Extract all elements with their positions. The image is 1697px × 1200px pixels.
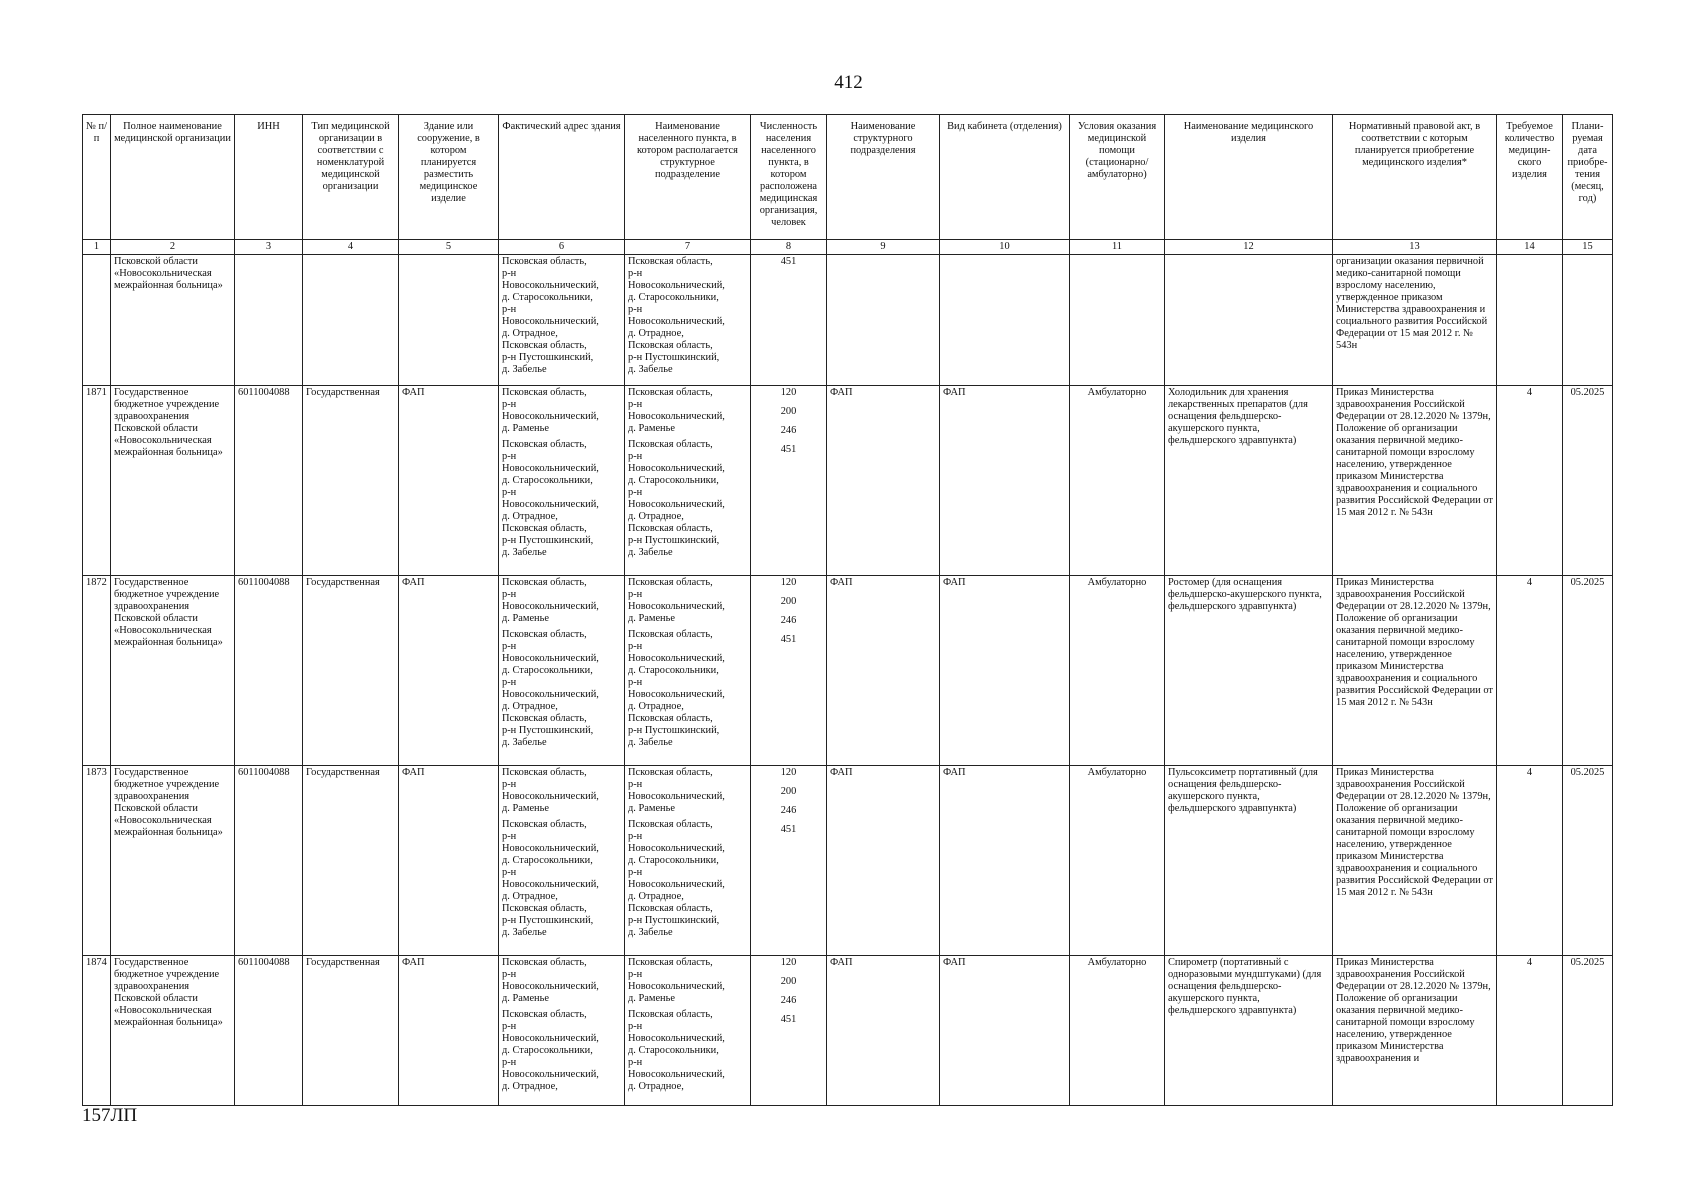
cell-inn: 6011004088 — [235, 956, 303, 1106]
settlement-block: Псковская область, р-н Новосокольнический, д. Старосокольники, р-н Новосокольнический, д. Отрадное, Псковская область, р-н Пустошкинский, д. Забелье — [628, 629, 725, 748]
header-cell: Наименование населенного пункта, в котором располагается структурное подразделение — [625, 115, 751, 240]
header-row — [83, 115, 1613, 240]
cell-device — [1165, 255, 1333, 386]
table-row — [83, 576, 1613, 766]
cell-org: Государственное бюджетное учреждение здравоохранения Псковской области «Новосокольническая межрайонная больница» — [111, 766, 235, 956]
cell-org: Государственное бюджетное учреждение здравоохранения Псковской области «Новосокольническая межрайонная больница» — [111, 956, 235, 1106]
table-row — [83, 386, 1613, 576]
header-cell: ИНН — [235, 115, 303, 240]
cell-population — [751, 766, 827, 956]
cell-settlement — [625, 766, 751, 956]
cell-type: Государственная — [303, 766, 399, 956]
header-cell: Нормативный правовой акт, в соответствии с которым планируется приобретение медицинского изделия* — [1333, 115, 1497, 240]
cell-inn: 6011004088 — [235, 386, 303, 576]
population-value: 246 — [780, 615, 797, 626]
cell-act: Приказ Министерства здравоохранения Российской Федерации от 28.12.2020 № 1379н, Положение об организации оказания первичной медико-санитарной помощи взрослому населению, утвержденное приказом Министерства здравоохранения и социального развития Российской Федерации от 15 мая 2012 г. № 543н — [1333, 766, 1497, 956]
population-value: 246 — [780, 805, 797, 816]
cell-act: Приказ Министерства здравоохранения Российской Федерации от 28.12.2020 № 1379н, Положение об организации оказания первичной медико-санитарной помощи взрослому населению, утвержденное приказом Министерства здравоохранения и — [1333, 956, 1497, 1106]
cell-conditions: Амбулаторно — [1070, 386, 1165, 576]
equipment-table — [82, 114, 1613, 1106]
cell-population — [751, 386, 827, 576]
header-cell: Наименование структурного подразделения — [827, 115, 940, 240]
population-value: 200 — [780, 596, 797, 607]
cell-num: 1874 — [83, 956, 111, 1106]
table-row-continuation — [83, 255, 1613, 386]
cell-act: Приказ Министерства здравоохранения Российской Федерации от 28.12.2020 № 1379н, Положение об организации оказания первичной медико-санитарной помощи взрослому населению, утвержденное приказом Министерства здравоохранения и социального развития Российской Федерации от 15 мая 2012 г. № 543н — [1333, 386, 1497, 576]
settlement-block: Псковская область, р-н Новосокольнический, д. Раменье — [628, 577, 725, 624]
column-number: 5 — [399, 240, 499, 255]
cell-num: 1873 — [83, 766, 111, 956]
header-cell: № п/п — [83, 115, 111, 240]
column-number-row — [83, 240, 1613, 255]
column-number: 1 — [83, 240, 111, 255]
settlement-block: Псковская область, р-н Новосокольнический, д. Раменье — [628, 957, 725, 1004]
cell-unit: ФАП — [827, 576, 940, 766]
column-number: 4 — [303, 240, 399, 255]
settlement-block: Псковская область, р-н Новосокольнический, д. Раменье — [628, 767, 725, 814]
header-cell: Тип медицинской организации в соответствии с номенклатурой медицинской организации — [303, 115, 399, 240]
cell-num: 1871 — [83, 386, 111, 576]
column-number: 8 — [751, 240, 827, 255]
cell-address — [499, 956, 625, 1106]
cell-inn: 6011004088 — [235, 766, 303, 956]
header-cell: Условия оказания медицинской помощи (стационарно/ амбулаторно) — [1070, 115, 1165, 240]
settlement-block: Псковская область, р-н Новосокольнический, д. Старосокольники, р-н Новосокольнический, д. Отрадное, Псковская область, р-н Пустошкинский, д. Забелье — [628, 439, 725, 558]
population-value: 200 — [780, 406, 797, 417]
cell-date: 05.2025 — [1563, 956, 1613, 1106]
cell-unit — [827, 255, 940, 386]
cell-date: 05.2025 — [1563, 766, 1613, 956]
cell-settlement — [625, 956, 751, 1106]
cell-settlement — [625, 576, 751, 766]
cell-conditions: Амбулаторно — [1070, 956, 1165, 1106]
header-cell: Плани-руемая дата приобре-тения (месяц, год) — [1563, 115, 1613, 240]
cell-settlement: Псковская область, р-н Новосокольнический, д. Старосокольники, р-н Новосокольнический, д. Отрадное, Псковская область, р-н Пустошкинский, д. Забелье — [625, 255, 751, 386]
cell-date — [1563, 255, 1613, 386]
cell-population — [751, 576, 827, 766]
cell-num: 1872 — [83, 576, 111, 766]
header-cell: Требуемое количество медицин-ского изделия — [1497, 115, 1563, 240]
cell-device: Холодильник для хранения лекарственных препаратов (для оснащения фельдшерско-акушерского пункта, фельдшерского здравпункта) — [1165, 386, 1333, 576]
cell-qty: 4 — [1497, 956, 1563, 1106]
cell-cabinet: ФАП — [940, 576, 1070, 766]
header-cell: Численность населения населенного пункта, в котором расположена медицинская организация, человек — [751, 115, 827, 240]
cell-settlement — [625, 386, 751, 576]
cell-inn: 6011004088 — [235, 576, 303, 766]
cell-population — [751, 956, 827, 1106]
column-number: 6 — [499, 240, 625, 255]
column-number: 13 — [1333, 240, 1497, 255]
column-number: 9 — [827, 240, 940, 255]
cell-population: 451 — [751, 255, 827, 386]
cell-num — [83, 255, 111, 386]
cell-qty: 4 — [1497, 766, 1563, 956]
column-number: 11 — [1070, 240, 1165, 255]
column-number: 12 — [1165, 240, 1333, 255]
population-value: 451 — [780, 1014, 797, 1025]
cell-conditions: Амбулаторно — [1070, 766, 1165, 956]
population-value: 200 — [780, 786, 797, 797]
settlement-block: Псковская область, р-н Новосокольнический, д. Старосокольники, р-н Новосокольнический, д. Отрадное, Псковская область, р-н Пустошкинский, д. Забелье — [628, 819, 725, 938]
population-value: 246 — [780, 425, 797, 436]
cell-type: Государственная — [303, 386, 399, 576]
cell-org: Государственное бюджетное учреждение здравоохранения Псковской области «Новосокольническая межрайонная больница» — [111, 576, 235, 766]
cell-address — [499, 386, 625, 576]
address-block: Псковская область, р-н Новосокольнический, д. Раменье — [502, 767, 599, 814]
cell-conditions: Амбулаторно — [1070, 576, 1165, 766]
cell-qty: 4 — [1497, 576, 1563, 766]
cell-device: Спирометр (портативный с одноразовыми мундштуками) (для оснащения фельдшерско-акушерского пункта, фельдшерского здравпункта) — [1165, 956, 1333, 1106]
cell-qty — [1497, 255, 1563, 386]
cell-type — [303, 255, 399, 386]
settlement-block: Псковская область, р-н Новосокольнический, д. Старосокольники, р-н Новосокольнический, д. Отрадное, — [628, 1009, 725, 1092]
cell-building: ФАП — [399, 766, 499, 956]
address-block: Псковская область, р-н Новосокольнический, д. Старосокольники, р-н Новосокольнический, д. Отрадное, Псковская область, р-н Пустошкинский, д. Забелье — [502, 439, 599, 558]
column-number: 7 — [625, 240, 751, 255]
cell-building: ФАП — [399, 956, 499, 1106]
page-number: 412 — [834, 72, 863, 93]
cell-unit: ФАП — [827, 766, 940, 956]
population-value: 200 — [780, 976, 797, 987]
address-block: Псковская область, р-н Новосокольнический, д. Раменье — [502, 957, 599, 1004]
settlement-block: Псковская область, р-н Новосокольнический, д. Раменье — [628, 387, 725, 434]
population-value: 120 — [780, 767, 797, 778]
cell-building: ФАП — [399, 386, 499, 576]
cell-building: ФАП — [399, 576, 499, 766]
address-block: Псковская область, р-н Новосокольнический, д. Раменье — [502, 387, 599, 434]
cell-qty: 4 — [1497, 386, 1563, 576]
column-number: 2 — [111, 240, 235, 255]
population-value: 451 — [780, 824, 797, 835]
cell-date: 05.2025 — [1563, 576, 1613, 766]
address-block: Псковская область, р-н Новосокольнический, д. Раменье — [502, 577, 599, 624]
population-value: 451 — [780, 634, 797, 645]
column-number: 3 — [235, 240, 303, 255]
cell-act: организации оказания первичной медико-санитарной помощи взрослому населению, утвержденное приказом Министерства здравоохранения и социального развития Российской Федерации от 15 мая 2012 г. № 543н — [1333, 255, 1497, 386]
header-cell: Вид кабинета (отделения) — [940, 115, 1070, 240]
column-number: 15 — [1563, 240, 1613, 255]
table-row — [83, 766, 1613, 956]
population-value: 246 — [780, 995, 797, 1006]
cell-building — [399, 255, 499, 386]
header-cell: Наименование медицинского изделия — [1165, 115, 1333, 240]
cell-org: Псковской области «Новосокольническая межрайонная больница» — [111, 255, 235, 386]
population-value: 451 — [780, 444, 797, 455]
cell-act: Приказ Министерства здравоохранения Российской Федерации от 28.12.2020 № 1379н, Положение об организации оказания первичной медико-санитарной помощи взрослому населению, утвержденное приказом Министерства здравоохранения и социального развития Российской Федерации от 15 мая 2012 г. № 543н — [1333, 576, 1497, 766]
address-block: Псковская область, р-н Новосокольнический, д. Старосокольники, р-н Новосокольнический, д. Отрадное, Псковская область, р-н Пустошкинский, д. Забелье — [502, 819, 599, 938]
cell-address — [499, 766, 625, 956]
cell-unit: ФАП — [827, 956, 940, 1106]
population-value: 120 — [780, 957, 797, 968]
footer-code: 157ЛП — [82, 1105, 138, 1126]
header-cell: Полное наименование медицинской организации — [111, 115, 235, 240]
cell-conditions — [1070, 255, 1165, 386]
header-cell: Фактический адрес здания — [499, 115, 625, 240]
cell-unit: ФАП — [827, 386, 940, 576]
cell-org: Государственное бюджетное учреждение здравоохранения Псковской области «Новосокольническая межрайонная больница» — [111, 386, 235, 576]
cell-device: Ростомер (для оснащения фельдшерско-акушерского пункта, фельдшерского здравпункта) — [1165, 576, 1333, 766]
cell-inn — [235, 255, 303, 386]
header-cell: Здание или сооружение, в котором планируется разместить медицинское изделие — [399, 115, 499, 240]
cell-address: Псковская область, р-н Новосокольнический, д. Старосокольники, р-н Новосокольнический, д. Отрадное, Псковская область, р-н Пустошкинский, д. Забелье — [499, 255, 625, 386]
address-block: Псковская область, р-н Новосокольнический, д. Старосокольники, р-н Новосокольнический, д. Отрадное, Псковская область, р-н Пустошкинский, д. Забелье — [502, 629, 599, 748]
cell-cabinet — [940, 255, 1070, 386]
cell-type: Государственная — [303, 956, 399, 1106]
cell-date: 05.2025 — [1563, 386, 1613, 576]
cell-type: Государственная — [303, 576, 399, 766]
population-value: 120 — [780, 577, 797, 588]
table-row — [83, 956, 1613, 1106]
address-block: Псковская область, р-н Новосокольнический, д. Старосокольники, р-н Новосокольнический, д. Отрадное, — [502, 1009, 599, 1092]
column-number: 14 — [1497, 240, 1563, 255]
cell-device: Пульсоксиметр портативный (для оснащения фельдшерско-акушерского пункта, фельдшерского здравпункта) — [1165, 766, 1333, 956]
cell-cabinet: ФАП — [940, 956, 1070, 1106]
population-value: 120 — [780, 387, 797, 398]
cell-address — [499, 576, 625, 766]
cell-cabinet: ФАП — [940, 386, 1070, 576]
cell-cabinet: ФАП — [940, 766, 1070, 956]
column-number: 10 — [940, 240, 1070, 255]
